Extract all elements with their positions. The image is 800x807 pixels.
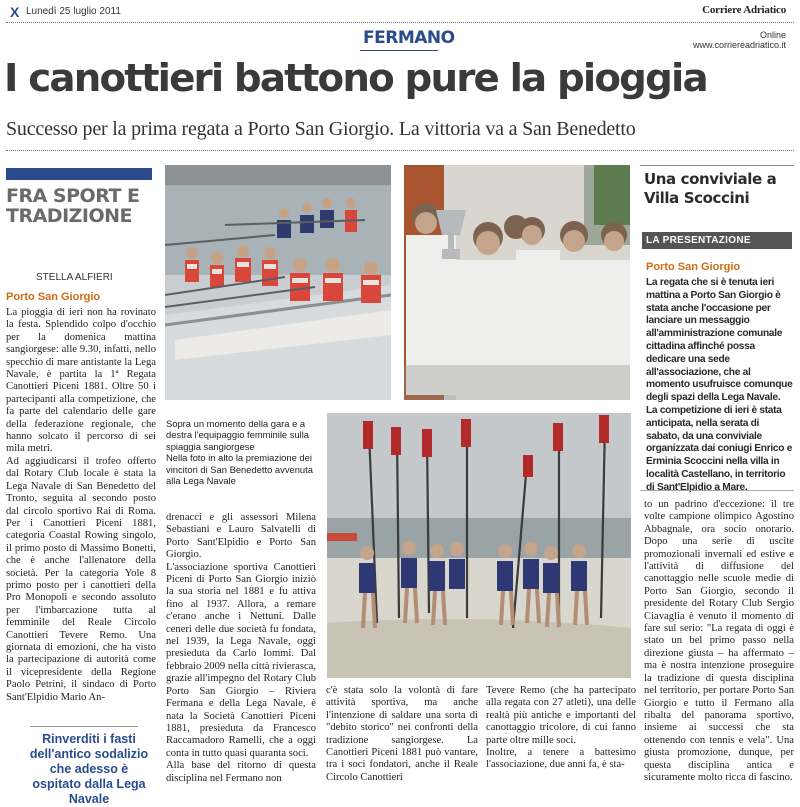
sidebar-body: La regata che si è tenuta ieri mattina a Porto San Giorgio è stata anche l'occasione per lanciare un messaggio all'amministrazione comunale cittadina affinché possa dedicare una sede all'associazione, che al momento usufruisce comunque degli spazi della Lega Navale. La competizione di ieri è stata anticipata, nella serata di sabato, da una conviviale organizzata dai coniugi Enrico e Erminia Scoccini nella villa in località Castellano, in territorio di Sant'Elpidio a Mare. — [646, 277, 793, 493]
pullquote-rule — [30, 726, 138, 727]
website-url: www.corriereadriatico.it — [692, 40, 786, 50]
photo-caption: Sopra un momento della gara e a destra l'equipaggio femminile sulla spiaggia sangiorgese Nella foto in alto la premiazione dei vincitori di San Benedetto avvenuta alla Lega Navale — [166, 418, 313, 487]
section-underline — [360, 50, 438, 51]
sidebar-bottom-rule — [640, 490, 794, 491]
sidebar-dateline: Porto San Giorgio — [646, 261, 741, 273]
masthead-logo: X — [10, 4, 20, 20]
sidebar-rule — [640, 165, 794, 166]
byline: STELLA ALFIERI — [36, 272, 113, 283]
womens-crew-photo — [327, 413, 631, 678]
article-column-4: Tevere Remo (che ha partecipato alla regata con 27 atleti), una delle realtà più antiche e importanti del canottaggio tricolore, di cui fanno parte oltre mille soci. Inoltre, a tenere a battesimo l'associazione, due anni fa, è sta- — [486, 685, 636, 771]
sidebar-title: Una conviviale a Villa Scoccini — [644, 170, 777, 207]
kicker-bar — [6, 168, 152, 180]
rowing-photo — [165, 165, 391, 400]
dateline: Porto San Giorgio — [6, 291, 101, 303]
subhead-rule — [6, 150, 794, 151]
subheadline: Successo per la prima regata a Porto San Giorgio. La vittoria va a San Benedetto — [6, 118, 636, 140]
article-column-1: La pioggia di ieri non ha rovinato la festa. Splendido colpo d'occhio per la domenica mattina sangiorgese: alle 9.30, infatti, nello specchio di mare antistante la Lega Navale, è partita la 1ª Regata Canottieri Piceni 1881. Oltre 50 i partecipanti alla competizione, che fa parte del calendario delle gare della federazione regionale, che hanno solcato il percorso di sei mila metri. Ad aggiudicarsi il trofeo offerto dal Rotary Club locale è stata la Lega Navale di San Benedetto del Tronto, seguita al secondo posto dal circolo sportivo Rai di Roma. Per i Canottieri Piceni 1881, categoria Coastal Rowing singolo, il primo posto di Massimo Bonetti, che è anche l'allenatore della società. Per la categoria Yole 8 primo posto per i canottieri della Pro Monopoli e secondo assoluto per l'imbarcazione tutta al femminile del Reale Circolo Canottieri Tevere Remo. Una giornata di emozioni, che ha visto la partecipazione di autorità come il vicepresidente della Regione Paolo Petrini, il sindaco di Porto Sant'Elpidio Mario An- — [6, 307, 156, 703]
masthead-date: Lunedì 25 luglio 2011 — [26, 6, 121, 17]
online-label: Online — [759, 30, 786, 40]
article-column-2: drenacci e gli assessori Milena Sebastiani e Lauro Salvatelli di Porto Sant'Elpidio e Porto San Giorgio. L'associazione sportiva Canottieri Piceni di Porto San Giorgio iniziò la sua storia nel 1881 e fu attiva fino al 1937. Allora, a remare c'erano anche i Nettuni. Dalle ceneri delle due società fu fondata, nel 1939, la Lega Navale, oggi presieduta da Carlo Iommi. Dal febbraio 2009 nella città rivierasca, grazie all'impegno del Rotary Club Porto San Giorgio – Riviera Fermana e della Lega Navale, è nata la Società Canottieri Piceni 1881, presieduta da Francesco Raccamadoro Ramelli, che a oggi conta in tutto quasi quaranta soci. Alla base del ritorno di questa disciplina nel Fermano non — [166, 512, 316, 784]
article-column-5: to un padrino d'eccezione: il tre volte campione olimpico Agostino Abbagnale, ora socio onorario. Dopo una serie di uscite promozionali invernali ed estive e l'attività di diffusione del canottaggio nelle scuole medie di Porto San Giorgio, secondo il presidente del Rotary Club Sergio Ciavaglia è venuto il momento di fare sul serio: "La regata di oggi è stato un bel primo passo nella direzione giusta – ha affermato – ma è nostra intenzione proseguire la tradizione di questa disciplina nel territorio, per portare Porto San Giorgio e tutto il Fermano alla ribalta del panorama sportivo, insieme ai successi che sta ottenendo con tennis e vela". Una giusta promozione, dunque, per questa disciplina antica e sicuramente molto ricca di fascino. — [644, 499, 794, 783]
section-title: FERMANO — [363, 28, 455, 48]
sidebar-label: LA PRESENTAZIONE — [642, 232, 792, 249]
article-column-3: c'è stata solo la volontà di fare attività sportiva, ma anche l'intenzione di saldare una sorta di "debito storico" nei confronti della tradizione sangiorgese. La Canottieri Piceni 1881 può vantare, tra i soci fondatori, anche il Reale Circolo Canottieri — [326, 685, 478, 783]
award-ceremony-photo — [404, 165, 630, 400]
headline: I canottieri battono pure la pioggia — [4, 56, 707, 100]
newspaper-name: Corriere Adriatico — [702, 4, 786, 16]
kicker: FRA SPORT E TRADIZIONE — [6, 185, 140, 227]
masthead-rule — [6, 22, 794, 23]
pullquote: Rinverditi i fasti dell'antico sodalizio che adesso è ospitato dalla Lega Navale — [29, 732, 149, 806]
